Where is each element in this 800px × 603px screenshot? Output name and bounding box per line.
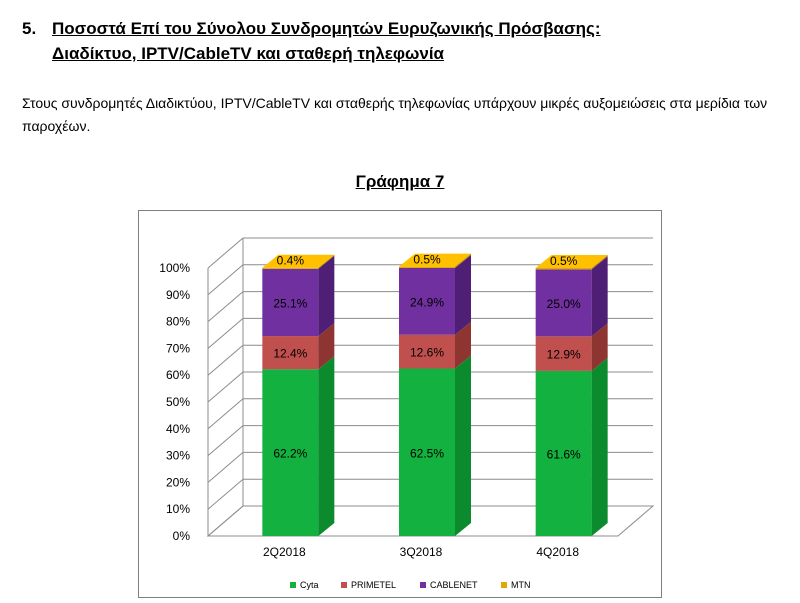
y-tick-label: 0% (172, 529, 190, 543)
y-tick-label: 20% (165, 475, 190, 490)
data-label: 62.2% (273, 446, 308, 461)
y-tick-label: 80% (165, 314, 190, 329)
data-label: 62.5% (409, 446, 445, 461)
legend-label-cablenet: CABLENET (430, 580, 478, 590)
data-label: 24.9% (409, 295, 445, 310)
section-title-line2: Διαδίκτυο, IPTV/CableTV και σταθερή τηλεφωνία (52, 44, 444, 63)
data-label: 0.4% (276, 253, 305, 268)
stacked-bar-chart (138, 210, 662, 598)
bar-mtn-front (536, 268, 592, 269)
data-label: 61.6% (546, 447, 581, 462)
legend-label-primetel: PRIMETEL (351, 580, 397, 590)
gridline-diagonal (208, 292, 243, 322)
x-category-label: 4Q2018 (536, 545, 580, 559)
data-label: 12.4% (273, 346, 308, 361)
legend-swatch-primetel (341, 582, 347, 588)
section-number: 5. (22, 19, 37, 38)
x-category-label: 3Q2018 (399, 545, 443, 559)
legend-label-mtn: MTN (511, 580, 531, 590)
bar-cyta-side (455, 356, 471, 537)
gridline-diagonal (208, 372, 243, 402)
gridline-diagonal (208, 345, 243, 375)
legend-swatch-cablenet (420, 582, 426, 588)
bar-mtn-front (399, 267, 455, 268)
y-tick-label: 100% (159, 261, 190, 275)
intro-paragraph: Στους συνδρομητές Διαδικτύου, IPTV/CableTV και σταθερής τηλεφωνίας υπάρχουν μικρές αυξομειώσεις στα μερίδια των παροχέων. (22, 95, 768, 134)
y-tick-label: 30% (165, 448, 190, 463)
data-label: 0.5% (549, 254, 578, 268)
section-heading (22, 16, 601, 66)
gridline-diagonal (208, 479, 243, 509)
gridline-diagonal (208, 238, 243, 268)
y-tick-label: 40% (165, 421, 190, 436)
data-label: 12.6% (409, 345, 445, 360)
data-label: 25.0% (546, 296, 581, 311)
bar-cablenet-side (592, 256, 608, 336)
bar-cablenet-side (455, 255, 471, 335)
gridline-diagonal (208, 318, 243, 348)
legend-swatch-mtn (501, 582, 507, 588)
gridline-diagonal (208, 399, 243, 429)
section-title-line1: Ποσοστά Επί του Σύνολου Συνδρομητών Ευρυζωνικής Πρόσβασης: (52, 19, 601, 38)
y-tick-label: 10% (165, 502, 190, 517)
data-label: 25.1% (273, 296, 308, 311)
gridline-diagonal (208, 265, 243, 295)
bar-cyta-side (318, 356, 334, 536)
data-label: 0.5% (413, 252, 441, 267)
y-tick-label: 90% (165, 287, 190, 302)
bar-cyta-side (592, 358, 608, 536)
y-tick-label: 60% (165, 368, 190, 383)
gridline-diagonal (208, 426, 243, 456)
bar-mtn-front (262, 268, 318, 269)
chart-title: Γράφημα 7 (355, 172, 445, 191)
legend-label-cyta: Cyta (300, 580, 319, 590)
legend-swatch-cyta (290, 582, 296, 588)
y-tick-label: 50% (165, 395, 190, 409)
data-label: 12.9% (546, 347, 581, 362)
bar-cablenet-side (318, 256, 334, 336)
y-tick-label: 70% (165, 341, 190, 356)
x-category-label: 2Q2018 (262, 545, 306, 559)
gridline-diagonal (208, 452, 243, 482)
